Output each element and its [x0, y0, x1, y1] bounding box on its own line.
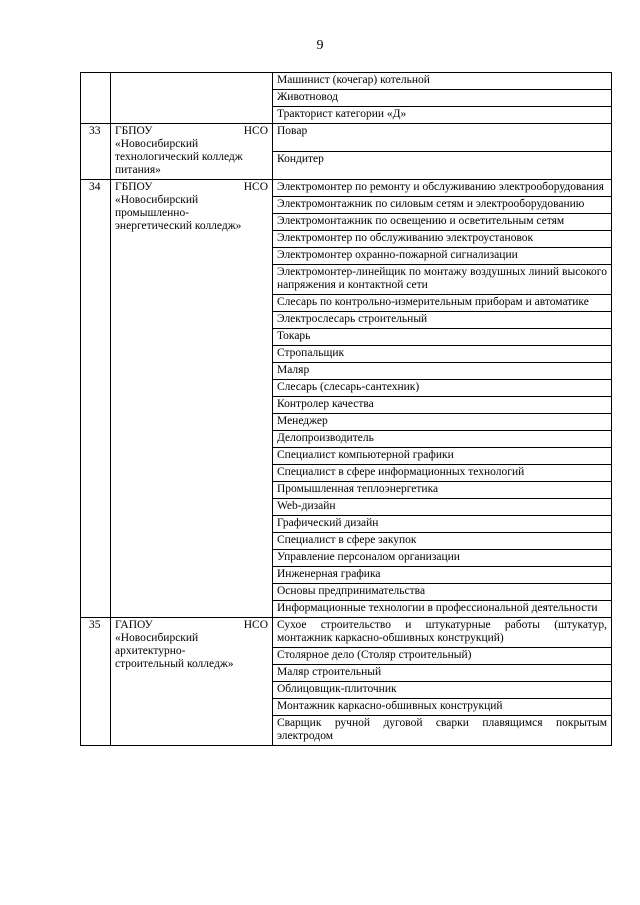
profession-cell — [273, 152, 612, 180]
profession-name: Специалист компьютерной графики — [277, 449, 454, 461]
profession-cell — [273, 295, 612, 312]
row-number: 33 — [89, 125, 101, 137]
profession-cell — [273, 567, 612, 584]
profession-name: Промышленная теплоэнергетика — [277, 483, 439, 495]
profession-cell — [273, 329, 612, 346]
profession-cell — [273, 397, 612, 414]
institution-cell — [111, 73, 273, 124]
profession-name: Электромонтер по ремонту и обслуживанию электрооборудования — [277, 181, 604, 193]
row-number-cell — [81, 73, 111, 124]
profession-name: Монтажник каркасно-обшивных конструкций — [277, 700, 503, 712]
profession-cell — [273, 312, 612, 329]
profession-name: Животновод — [277, 91, 338, 103]
profession-name: Машинист (кочегар) котельной — [277, 74, 430, 86]
profession-name: Управление персоналом организации — [277, 551, 460, 563]
profession-name: Контролер качества — [277, 398, 374, 410]
profession-cell — [273, 346, 612, 363]
profession-name: Тракторист категории «Д» — [277, 108, 407, 120]
profession-cell — [273, 682, 612, 699]
institution-name-line: энергетический колледж» — [115, 220, 242, 232]
profession-cell — [273, 431, 612, 448]
row-number-cell — [81, 124, 111, 180]
row-number: 34 — [89, 181, 101, 193]
row-number-cell — [81, 618, 111, 746]
profession-name: Электрослесарь строительный — [277, 313, 428, 325]
profession-name: Специалист в сфере информационных технологий — [277, 466, 525, 478]
profession-name: Электромонтер по обслуживанию электроустановок — [277, 232, 534, 244]
row-number: 35 — [89, 619, 101, 631]
table-row — [81, 73, 612, 90]
institution-region: НСО — [243, 125, 268, 137]
profession-name: Токарь — [277, 330, 311, 342]
profession-cell — [273, 73, 612, 90]
institution-cell — [111, 618, 273, 746]
profession-name: Слесарь (слесарь-сантехник) — [277, 381, 420, 393]
institution-cell — [111, 180, 273, 618]
profession-cell — [273, 716, 612, 746]
profession-name: Основы предпринимательства — [277, 585, 426, 597]
profession-cell — [273, 550, 612, 567]
row-number-cell — [81, 180, 111, 618]
institution-name-line: строительный колледж» — [115, 658, 234, 670]
profession-cell — [273, 499, 612, 516]
profession-cell — [273, 516, 612, 533]
profession-name: Электромонтажник по силовым сетям и электрооборудованию — [277, 198, 585, 210]
profession-cell — [273, 248, 612, 265]
profession-cell — [273, 414, 612, 431]
institution-type: ГАПОУ — [115, 619, 153, 631]
profession-name: Слесарь по контрольно-измерительным приборам и автоматике — [277, 296, 589, 308]
profession-cell — [273, 265, 612, 295]
profession-cell — [273, 584, 612, 601]
profession-name: Инженерная графика — [277, 568, 381, 580]
table-row — [81, 124, 612, 152]
institution-name-line: «Новосибирский — [115, 194, 199, 206]
profession-name: Сухое строительство и штукатурные работы (штукатур, монтажник каркасно-обшивных конструкций) — [277, 619, 607, 644]
institution-type: ГБПОУ — [115, 181, 153, 193]
profession-cell — [273, 214, 612, 231]
profession-name: Делопроизводитель — [277, 432, 374, 444]
profession-name: Менеджер — [277, 415, 328, 427]
institution-name-line: питания» — [115, 164, 161, 176]
profession-cell — [273, 648, 612, 665]
profession-cell — [273, 465, 612, 482]
profession-cell — [273, 665, 612, 682]
institution-name-line: промышленно- — [115, 207, 190, 219]
institution-name-line: архитектурно- — [115, 645, 186, 657]
profession-name: Web-дизайн — [277, 500, 336, 512]
profession-cell — [273, 618, 612, 648]
profession-cell — [273, 533, 612, 550]
profession-name: Информационные технологии в профессиональной деятельности — [277, 602, 598, 614]
profession-cell — [273, 380, 612, 397]
profession-name: Облицовщик-плиточник — [277, 683, 397, 695]
page-number: 9 — [316, 38, 324, 53]
table-row — [81, 618, 612, 648]
profession-name: Маляр — [277, 364, 310, 376]
profession-name: Стропальщик — [277, 347, 345, 359]
profession-cell — [273, 482, 612, 499]
profession-cell — [273, 601, 612, 618]
profession-name: Специалист в сфере закупок — [277, 534, 417, 546]
profession-cell — [273, 124, 612, 152]
profession-cell — [273, 699, 612, 716]
profession-cell — [273, 231, 612, 248]
institution-type: ГБПОУ — [115, 125, 153, 137]
profession-name: Маляр строительный — [277, 666, 382, 678]
institution-name-line: технологический колледж — [115, 151, 243, 163]
profession-name: Столярное дело (Столяр строительный) — [277, 649, 472, 661]
profession-name: Кондитер — [277, 153, 324, 165]
profession-cell — [273, 363, 612, 380]
institution-region: НСО — [243, 619, 268, 631]
colleges-table — [80, 72, 612, 746]
profession-name: Повар — [277, 125, 308, 137]
institution-name-line: «Новосибирский — [115, 138, 199, 150]
profession-name: Электромонтажник по освещению и осветительным сетям — [277, 215, 565, 227]
profession-cell — [273, 90, 612, 107]
profession-name: Графический дизайн — [277, 517, 379, 529]
profession-name: Электромонтер охранно-пожарной сигнализации — [277, 249, 518, 261]
profession-name: Электромонтер-линейщик по монтажу воздушных линий высокого напряжения и контактной сети — [277, 266, 607, 291]
institution-name-line: «Новосибирский — [115, 632, 199, 644]
profession-cell — [273, 107, 612, 124]
table-row — [81, 180, 612, 197]
profession-name: Сварщик ручной дуговой сварки плавящимся покрытым электродом — [277, 717, 607, 742]
institution-cell — [111, 124, 273, 180]
profession-cell — [273, 180, 612, 197]
profession-cell — [273, 197, 612, 214]
profession-cell — [273, 448, 612, 465]
institution-region: НСО — [243, 181, 268, 193]
